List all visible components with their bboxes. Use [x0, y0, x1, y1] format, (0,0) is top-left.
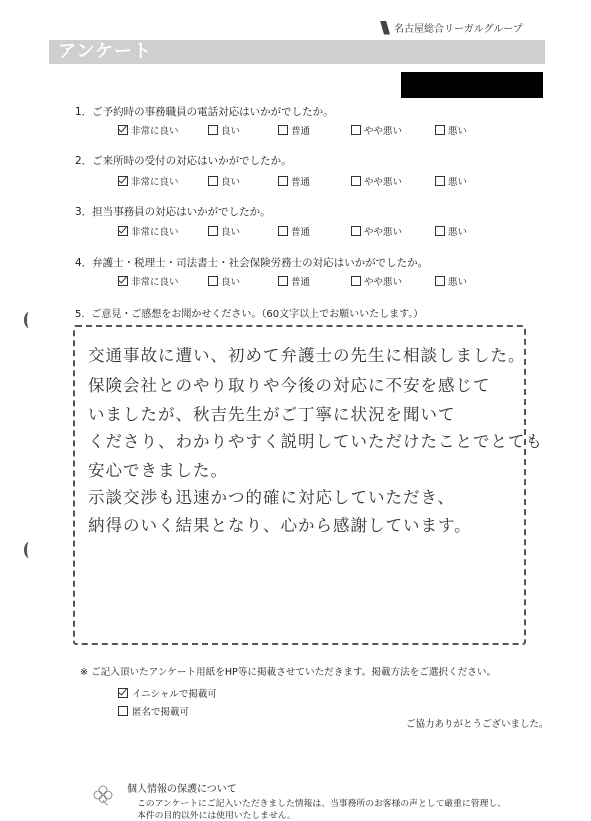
privacy-line-2: 本件の目的以外には使用いたしません。	[137, 811, 296, 821]
options-row-4	[118, 274, 478, 288]
logo-text: 名古屋総合リーガルグループ	[394, 24, 523, 35]
checkbox-icon[interactable]	[278, 176, 288, 186]
question-3: 3．担当事務員の対応はいかがでしたか。	[75, 206, 271, 218]
comment-line-5: 安心できました。	[88, 461, 228, 480]
redaction-block	[401, 72, 543, 98]
checkbox-checked-icon[interactable]	[118, 226, 128, 236]
question-5: 5．ご意見・ご感想をお聞かせください。（60文字以上でお願いいたします。）	[75, 309, 424, 320]
question-4: 4．弁護士・税理士・司法書士・社会保険労務士の対応はいかがでしたか。	[75, 257, 429, 269]
question-1: 1．ご予約時の事務職員の電話対応はいかがでしたか。	[75, 106, 334, 118]
option-3-5[interactable]: 悪い	[435, 224, 467, 238]
checkbox-icon[interactable]	[208, 226, 218, 236]
checkbox-icon[interactable]	[435, 176, 445, 186]
checkbox-icon[interactable]	[351, 176, 361, 186]
binder-hole-icon	[24, 542, 34, 558]
checkbox-icon[interactable]	[351, 276, 361, 286]
privacy-title: 個人情報の保護について	[127, 784, 237, 795]
page-title: アンケート	[58, 41, 152, 62]
option-1-3[interactable]: 普通	[278, 123, 310, 137]
option-4-1[interactable]: 非常に良い	[118, 274, 179, 288]
comment-line-1: 交通事故に遭い、初めて弁護士の先生に相談しました。	[88, 346, 526, 365]
comment-line-3: いましたが、秋吉先生がご丁寧に状況を聞いて	[88, 405, 456, 424]
thanks-text: ご協力ありがとうございました。	[406, 719, 549, 730]
publish-option-anonymous[interactable]: 匿名で掲載可	[118, 704, 189, 718]
option-4-4[interactable]: やや悪い	[351, 274, 402, 288]
checkbox-icon[interactable]	[208, 125, 218, 135]
checkbox-icon[interactable]	[278, 125, 288, 135]
option-1-1[interactable]: 非常に良い	[118, 123, 179, 137]
checkbox-checked-icon[interactable]	[118, 176, 128, 186]
option-1-4[interactable]: やや悪い	[351, 123, 402, 137]
comment-line-7: 納得のいく結果となり、心から感謝しています。	[88, 516, 472, 535]
question-2: 2．ご来所時の受付の対応はいかがでしたか。	[75, 155, 292, 167]
checkbox-checked-icon[interactable]	[118, 688, 128, 698]
logo	[380, 20, 523, 35]
clover-icon	[92, 784, 114, 806]
option-4-5[interactable]: 悪い	[435, 274, 467, 288]
comment-line-2: 保険会社とのやり取りや今後の対応に不安を感じて	[88, 376, 491, 395]
checkbox-icon[interactable]	[278, 276, 288, 286]
option-4-3[interactable]: 普通	[278, 274, 310, 288]
checkbox-checked-icon[interactable]	[118, 276, 128, 286]
checkbox-icon[interactable]	[278, 226, 288, 236]
option-2-2[interactable]: 良い	[208, 174, 240, 188]
checkbox-icon[interactable]	[435, 226, 445, 236]
option-3-2[interactable]: 良い	[208, 224, 240, 238]
option-4-2[interactable]: 良い	[208, 274, 240, 288]
privacy-line-1: このアンケートにご記入いただきました情報は、当事務所のお客様の声として厳重に管理し、	[137, 799, 506, 809]
checkbox-icon[interactable]	[351, 125, 361, 135]
options-row-2	[118, 174, 478, 188]
logo-mark-icon	[380, 21, 390, 35]
comment-line-6: 示談交渉も迅速かつ的確に対応していただき、	[88, 488, 455, 507]
option-2-5[interactable]: 悪い	[435, 174, 467, 188]
option-1-2[interactable]: 良い	[208, 123, 240, 137]
publish-option-initial[interactable]: イニシャルで掲載可	[118, 686, 217, 700]
option-2-1[interactable]: 非常に良い	[118, 174, 179, 188]
checkbox-icon[interactable]	[208, 176, 218, 186]
options-row-3	[118, 224, 478, 238]
checkbox-checked-icon[interactable]	[118, 125, 128, 135]
option-2-3[interactable]: 普通	[278, 174, 310, 188]
checkbox-icon[interactable]	[435, 125, 445, 135]
binder-hole-icon	[24, 312, 34, 328]
option-3-3[interactable]: 普通	[278, 224, 310, 238]
options-row-1	[118, 123, 478, 137]
option-3-1[interactable]: 非常に良い	[118, 224, 179, 238]
checkbox-icon[interactable]	[208, 276, 218, 286]
checkbox-icon[interactable]	[118, 706, 128, 716]
option-3-4[interactable]: やや悪い	[351, 224, 402, 238]
option-1-5[interactable]: 悪い	[435, 123, 467, 137]
publish-note: ※ ご記入頂いたアンケート用紙をHP等に掲載させていただきます。掲載方法をご選択ください。	[80, 667, 497, 678]
comment-line-4: くださり、わかりやすく説明していただけたことでとても	[88, 432, 543, 451]
option-2-4[interactable]: やや悪い	[351, 174, 402, 188]
checkbox-icon[interactable]	[351, 226, 361, 236]
checkbox-icon[interactable]	[435, 276, 445, 286]
